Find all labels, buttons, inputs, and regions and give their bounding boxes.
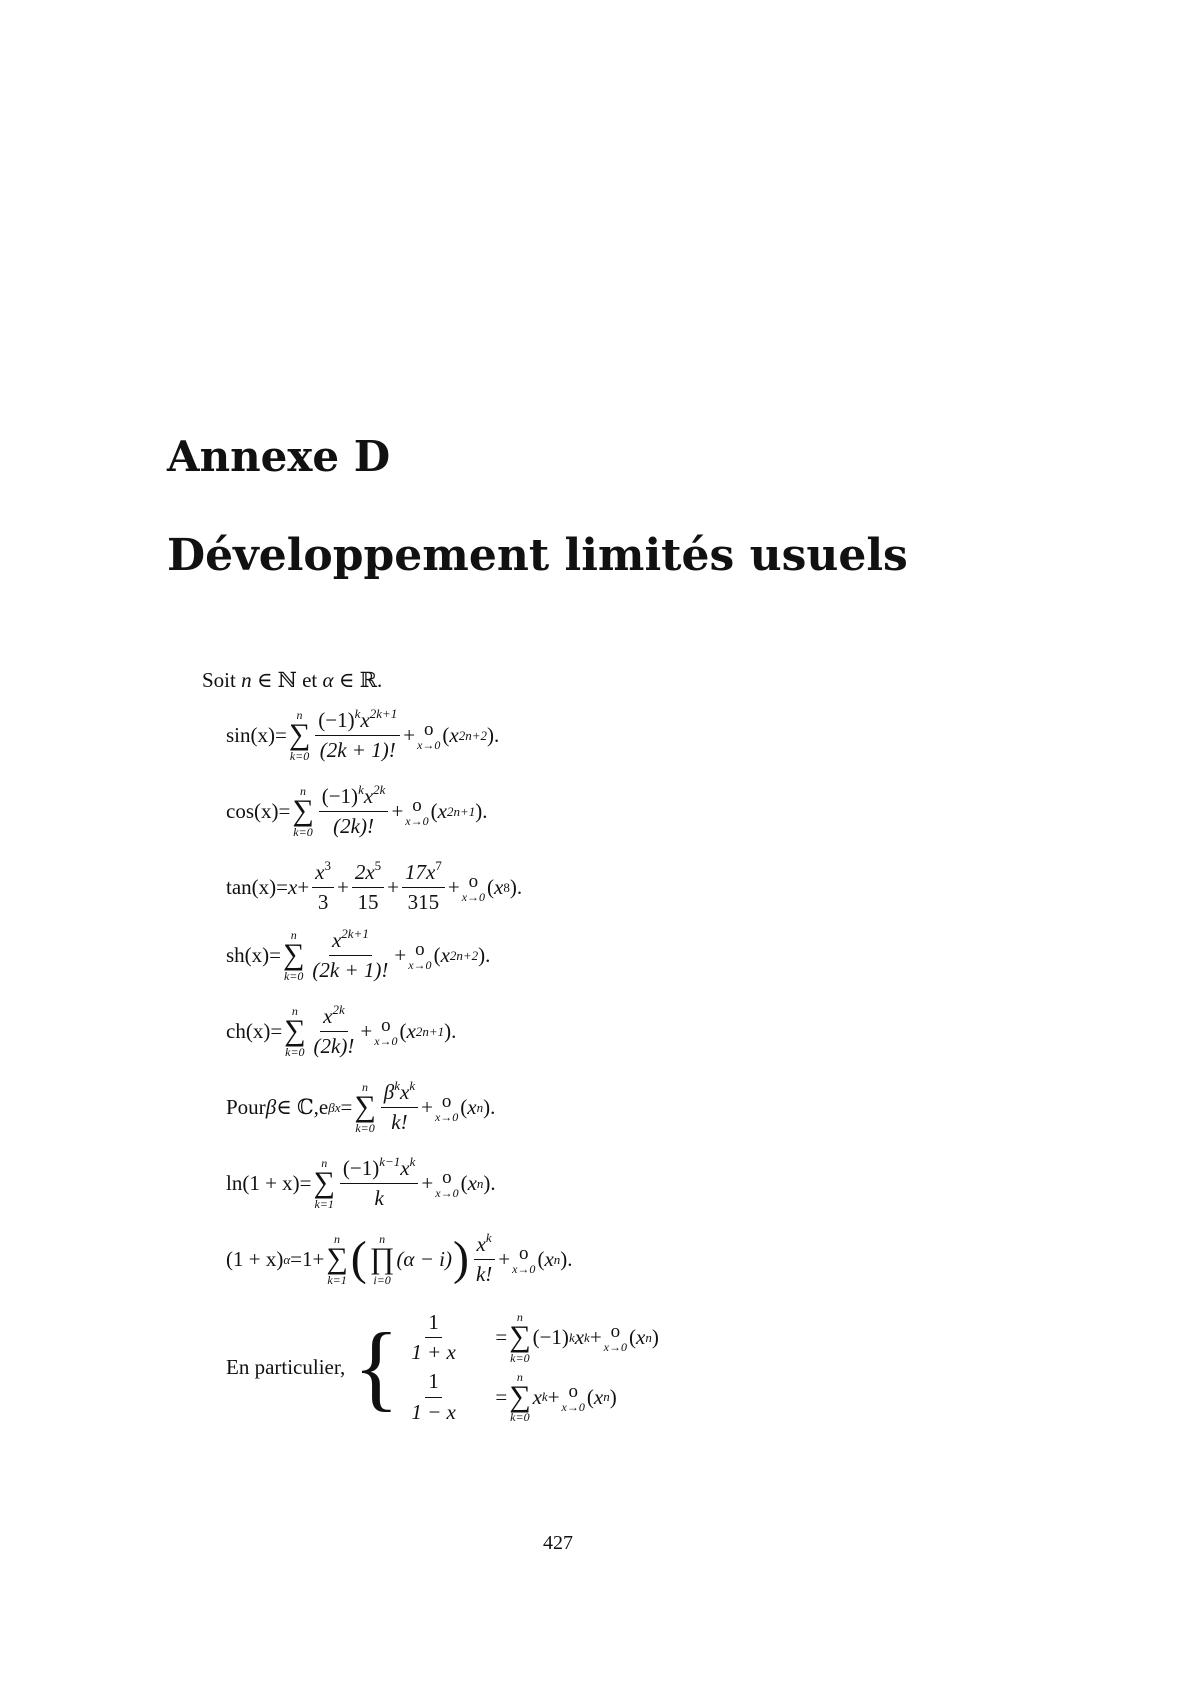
ch-denominator: (2k)! <box>313 1034 355 1059</box>
sum-bottom: k=0 <box>283 968 304 983</box>
power-little-o <box>512 1244 535 1275</box>
tan-equals: = <box>276 875 288 900</box>
sum-symbol: ∑ <box>313 1166 335 1200</box>
power-num-x: x <box>476 1232 486 1256</box>
sin-o-arg: x <box>449 723 459 748</box>
sum-top: n <box>321 1156 328 1171</box>
paren: ) <box>444 1019 452 1044</box>
ln-denominator: k <box>374 1186 384 1211</box>
case2-sum <box>509 1371 530 1424</box>
ch-num-x: x <box>323 1004 333 1028</box>
paren: ) <box>560 1247 568 1272</box>
period: . <box>482 799 488 824</box>
sh-num-x: x <box>331 928 342 952</box>
sh-o-arg: x <box>440 943 450 968</box>
paren: ( <box>433 943 441 968</box>
case1-equals: = <box>495 1325 508 1350</box>
sin-denominator: (2k + 1)! <box>319 738 396 763</box>
paren: ( <box>460 1171 468 1196</box>
sum-bottom: k=0 <box>510 1410 530 1425</box>
tan-lhs: tan(x) <box>226 875 277 900</box>
power-lhs-base: (1 + x) <box>226 1247 284 1272</box>
sum-top: n <box>296 708 303 723</box>
ln-o-arg: x <box>467 1171 477 1196</box>
case1-o-arg: x <box>636 1325 646 1350</box>
sh-denominator: (2k + 1)! <box>312 958 389 983</box>
exp-o-arg: x <box>467 1095 477 1120</box>
case1-num: 1 <box>425 1310 442 1338</box>
power-o-arg: x <box>544 1247 554 1272</box>
paren: ( <box>460 1095 468 1120</box>
sum-symbol: ∑ <box>509 1379 531 1413</box>
sin-num-base: (−1) <box>318 708 355 732</box>
power-prod-body: (α − i) <box>396 1247 452 1272</box>
formula-exp: Pour β ∈ ℂ, e βx = n ∑ k=0 $\frac{\beta^kx^k}{k!}$ + o x→0 ( x n ) . <box>226 1078 496 1135</box>
case2-o-arg: x <box>593 1384 604 1409</box>
formula-sh: sh(x) = n ∑ k=0 $\frac{x^{2k+1}}{(2k + 1)!}$ + o x→0 ( x 2n+2 ) . <box>226 926 491 983</box>
formula-particular <box>226 1310 659 1425</box>
prod-symbol: ∏ <box>369 1242 395 1276</box>
intro-in-n: ∈ ℕ et <box>251 668 323 692</box>
sum-top: n <box>291 1004 298 1019</box>
formula-power: (1 + x) α = 1 + n ∑ k=1 ( n ∏ i=0 (α − i) ) $\frac{x^k}{k!}$ + o x→0 ( x n ) . <box>226 1230 573 1287</box>
sin-num-x: x <box>360 708 370 732</box>
power-one: 1 <box>302 1247 313 1272</box>
cos-fraction <box>319 784 389 839</box>
case2-plus: + <box>547 1384 560 1409</box>
formula-cos: cos(x) = n ∑ k=0 $\frac{(-1)^kx^{2k}}{(2k)!}$ + o x→0 ( x 2n+1 ) . <box>226 782 488 839</box>
sin-plus: + <box>403 723 416 748</box>
sum-symbol: ∑ <box>509 1320 531 1354</box>
tan-o-arg: x <box>494 875 504 900</box>
cos-num-exp2: 2k <box>373 782 386 797</box>
ln-equals: = <box>299 1171 312 1196</box>
intro-in-r: ∈ ℝ. <box>333 668 383 692</box>
limit-sub: x→0 <box>435 1186 459 1201</box>
period: . <box>490 1171 496 1196</box>
period: . <box>490 1095 496 1120</box>
paren: ( <box>399 1019 407 1044</box>
sum-symbol: ∑ <box>288 718 311 752</box>
sum-bottom: k=0 <box>510 1350 530 1365</box>
paren: ( <box>487 875 495 900</box>
formula-ln: ln(1 + x) = n ∑ k=1 $\frac{(-1)^{k-1}x^k}{k}$ + o x→0 ( x n ) . <box>226 1154 496 1211</box>
big-left-paren: ( <box>350 1232 367 1286</box>
exp-equals: = <box>340 1095 353 1120</box>
case-row-2: $\frac{1}{1 - x}$ = n ∑ k=0 x k + o x→0 ( x n ) <box>405 1369 658 1424</box>
cos-num-exp1: k <box>358 782 364 797</box>
sum-top: n <box>362 1080 369 1095</box>
sum-symbol: ∑ <box>292 794 314 828</box>
prod-top: n <box>379 1232 386 1247</box>
tan-f1-exp: 3 <box>324 858 331 873</box>
particular-cases <box>405 1310 658 1425</box>
period: . <box>485 943 491 968</box>
period: . <box>516 875 523 900</box>
tan-f3-num: 17x <box>405 860 436 884</box>
cos-plus: + <box>391 799 404 824</box>
limit-sub: x→0 <box>561 1399 585 1414</box>
tan-f2-num: 2x <box>354 860 375 884</box>
cos-num-base: (−1) <box>321 784 359 808</box>
sh-little-o <box>408 940 431 971</box>
ch-sum <box>284 1005 305 1058</box>
ln-num-exp2: k <box>409 1154 416 1169</box>
tan-f1-num: x <box>315 860 325 884</box>
ch-o-arg: x <box>406 1019 416 1044</box>
paren: ) <box>475 799 483 824</box>
tan-plus: + <box>297 875 310 900</box>
paren: ) <box>483 1171 491 1196</box>
tan-x: x <box>288 875 298 900</box>
ch-numerator <box>320 1004 348 1032</box>
cos-little-o <box>405 796 428 827</box>
case2-fraction <box>408 1369 459 1424</box>
prod-bottom: i=0 <box>373 1272 391 1287</box>
exp-in-c: ∈ ℂ, <box>276 1095 319 1120</box>
ch-little-o <box>374 1016 397 1047</box>
power-numerator <box>474 1232 495 1260</box>
ch-plus: + <box>360 1019 373 1044</box>
limit-sub: x→0 <box>434 1110 459 1125</box>
sin-fraction <box>315 708 400 763</box>
sum-bottom: k=0 <box>289 748 310 763</box>
exp-num-beta-exp: k <box>394 1078 400 1093</box>
sh-plus: + <box>394 943 407 968</box>
exp-numerator <box>381 1080 418 1108</box>
limit-sub: x→0 <box>374 1034 398 1049</box>
sum-bottom: k=1 <box>327 1272 347 1287</box>
sh-lhs: sh(x) <box>226 943 270 968</box>
tan-frac3-num <box>402 860 445 888</box>
cos-numerator <box>319 784 389 812</box>
tan-frac1-num <box>312 860 334 888</box>
power-denominator: k! <box>475 1262 493 1287</box>
sin-equals: = <box>275 723 287 748</box>
ln-num-x: x <box>400 1156 410 1180</box>
particular-label: En particulier, <box>226 1354 346 1379</box>
ln-num-exp1: k−1 <box>379 1154 401 1169</box>
paren: ( <box>430 799 438 824</box>
ch-num-exp: 2k <box>332 1002 345 1017</box>
left-brace: { <box>353 1313 400 1421</box>
cos-equals: = <box>278 799 291 824</box>
tan-f3-den: 315 <box>407 890 440 915</box>
paren: ) <box>487 723 495 748</box>
cos-denominator: (2k)! <box>333 814 374 839</box>
cos-lhs: cos(x) <box>226 799 279 824</box>
tan-frac1 <box>312 860 334 915</box>
power-fraction <box>473 1232 495 1287</box>
ln-sum <box>314 1157 335 1210</box>
little-o: o <box>423 719 434 741</box>
page-number: 427 <box>543 1532 573 1554</box>
sum-top: n <box>516 1310 523 1325</box>
paren: ( <box>442 723 450 748</box>
big-right-paren: ) <box>452 1232 469 1286</box>
tan-frac3 <box>402 860 445 915</box>
little-o: o <box>381 1015 391 1037</box>
exp-beta: β <box>265 1095 277 1120</box>
sum-bottom: k=0 <box>293 824 313 839</box>
paren: ) <box>651 1325 659 1350</box>
case2-equals: = <box>495 1384 508 1409</box>
period: . <box>567 1247 573 1272</box>
ln-numerator <box>340 1156 419 1184</box>
case-row-2-lhs <box>405 1369 495 1424</box>
period: . <box>451 1019 457 1044</box>
power-plus: + <box>312 1247 325 1272</box>
limit-sub: x→0 <box>603 1340 627 1355</box>
little-o: o <box>519 1243 529 1265</box>
case2-num: 1 <box>425 1369 442 1397</box>
sum-bottom: k=0 <box>355 1120 375 1135</box>
paren: ) <box>483 1095 491 1120</box>
sum-symbol: ∑ <box>284 1014 306 1048</box>
case1-fraction <box>408 1310 459 1365</box>
sum-top: n <box>300 784 307 799</box>
sin-num-exp2: 2k+1 <box>369 706 398 721</box>
paren: ( <box>629 1325 636 1350</box>
limit-sub: x→0 <box>417 738 441 753</box>
intro-prefix: Soit <box>202 668 242 692</box>
chapter-label: Annexe D <box>167 432 391 481</box>
sin-little-o <box>417 720 440 751</box>
tan-f2-den: 15 <box>357 890 379 915</box>
sin-sum <box>289 709 310 762</box>
intro-line <box>202 668 382 693</box>
little-o: o <box>412 795 422 817</box>
sin-num-exp1: k <box>354 706 361 721</box>
ch-lhs: ch(x) <box>226 1019 271 1044</box>
little-o: o <box>442 1167 452 1189</box>
case2-den: 1 − x <box>411 1399 456 1424</box>
sum-bottom: k=1 <box>314 1196 334 1211</box>
exp-denominator: k! <box>391 1110 408 1135</box>
ch-fraction <box>311 1004 358 1059</box>
paren: ) <box>478 943 486 968</box>
cos-sum <box>292 785 313 838</box>
limit-sub: x→0 <box>408 958 432 973</box>
ln-little-o <box>435 1168 458 1199</box>
paren: ) <box>609 1384 617 1409</box>
little-o: o <box>610 1321 621 1343</box>
exp-num-beta: β <box>383 1080 395 1104</box>
sum-top: n <box>290 928 297 943</box>
sum-bottom: k=0 <box>285 1044 305 1059</box>
ln-fraction <box>340 1156 419 1211</box>
case2-little-o <box>562 1382 585 1413</box>
limit-sub: x→0 <box>405 814 429 829</box>
case1-den: 1 + x <box>411 1340 456 1365</box>
formula-ch: ch(x) = n ∑ k=0 $\frac{x^{2k}}{(2k)!}$ + o x→0 ( x 2n+1 ) . <box>226 1002 457 1059</box>
limit-sub: x→0 <box>461 890 486 905</box>
power-sum <box>326 1233 347 1286</box>
sh-numerator <box>329 928 372 956</box>
ch-equals: = <box>270 1019 283 1044</box>
case1-body: (−1) <box>532 1325 569 1350</box>
tan-frac2-num <box>352 860 384 888</box>
power-plus: + <box>498 1247 511 1272</box>
sh-num-exp: 2k+1 <box>341 926 369 941</box>
formula-sin: sin(x) = n ∑ k=0 $\frac{(-1)^kx^{2k+1}}{(2k + 1)!}$ + o x→0 ( x 2n+2 ) . <box>226 706 500 763</box>
chapter-title: Développement limités usuels <box>167 530 908 581</box>
tan-frac2 <box>352 860 384 915</box>
tan-plus: + <box>447 875 460 900</box>
little-o: o <box>468 871 479 893</box>
ln-plus: + <box>421 1171 434 1196</box>
exp-fraction <box>381 1080 418 1135</box>
period: . <box>494 723 500 748</box>
limit-sub: x→0 <box>512 1262 536 1277</box>
formula-tan: tan(x) = x + $\frac{x^3}{3}$ + $\frac{2x^5}{15}$ + $\frac{17x^7}{315}$ + o x→0 ( x 8 ) . <box>226 858 523 915</box>
paren: ( <box>586 1384 594 1409</box>
sum-symbol: ∑ <box>354 1090 376 1124</box>
tan-plus: + <box>387 875 400 900</box>
sum-symbol: ∑ <box>326 1242 348 1276</box>
exp-num-x-exp: k <box>409 1078 416 1093</box>
cos-o-arg: x <box>437 799 447 824</box>
intro-alpha: α <box>322 668 334 692</box>
tan-f2-exp: 5 <box>374 858 382 873</box>
tan-f3-exp: 7 <box>435 858 442 873</box>
case-row-1: $\frac{1}{1 + x}$ = n ∑ k=0 (−1) k x k + o x→0 ( x n ) <box>405 1310 658 1365</box>
intro-n: n <box>241 668 252 692</box>
cos-num-x: x <box>363 784 374 808</box>
exp-num-x: x <box>399 1080 410 1104</box>
case1-x: x <box>574 1325 585 1350</box>
tan-plus: + <box>337 875 349 900</box>
sh-fraction <box>309 928 391 983</box>
little-o: o <box>568 1380 578 1402</box>
exp-e: e <box>318 1095 329 1120</box>
exp-plus: + <box>421 1095 433 1120</box>
case-row-1-lhs <box>405 1310 495 1365</box>
sh-equals: = <box>269 943 282 968</box>
power-prod <box>370 1233 395 1286</box>
exp-sum <box>354 1081 375 1134</box>
sum-symbol: ∑ <box>283 938 305 972</box>
case1-sum <box>509 1311 530 1364</box>
exp-little-o <box>435 1092 458 1123</box>
little-o: o <box>441 1091 452 1113</box>
tan-little-o <box>462 872 485 903</box>
case2-x: x <box>532 1384 542 1409</box>
tan-f1-den: 3 <box>317 890 329 915</box>
ln-num-base: (−1) <box>342 1156 380 1180</box>
sin-numerator <box>315 708 400 736</box>
little-o: o <box>415 939 425 961</box>
power-equals: = <box>290 1247 303 1272</box>
ln-lhs: ln(1 + x) <box>226 1171 300 1196</box>
paren: ) <box>509 875 517 900</box>
case1-plus: + <box>589 1325 602 1350</box>
sum-top: n <box>334 1232 341 1247</box>
case1-little-o <box>604 1322 627 1353</box>
sin-lhs: sin(x) <box>226 723 275 748</box>
sum-top: n <box>516 1369 523 1384</box>
power-num-exp: k <box>485 1230 492 1245</box>
exp-prefix: Pour <box>226 1095 266 1120</box>
paren: ( <box>537 1247 545 1272</box>
sh-sum <box>283 929 304 982</box>
